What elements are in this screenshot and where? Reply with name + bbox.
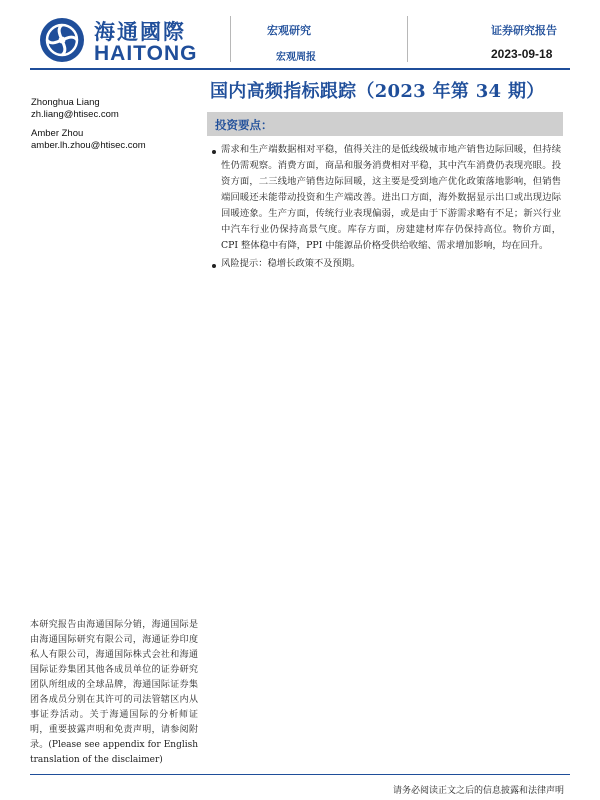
- company-logo: [38, 16, 198, 64]
- key-points-heading: 投资要点：: [215, 118, 273, 132]
- footer-notice: 请务必阅读正文之后的信息披露和法律声明: [392, 786, 564, 796]
- footer-rule: [30, 774, 570, 775]
- report-category: 宏观研究: [267, 24, 311, 37]
- haitong-logo-icon: [38, 16, 86, 64]
- author-name: Zhonghua Liang: [31, 97, 100, 108]
- risk-warning: 风险提示：稳增长政策不及预期。: [221, 258, 361, 269]
- author-email[interactable]: amber.lh.zhou@htisec.com: [31, 140, 146, 151]
- header-divider: [407, 16, 408, 62]
- logo-chinese-text: 海通國際: [94, 19, 186, 44]
- disclaimer-text: 本研究报告由海通国际分销，海通国际是由海通国际研究有限公司，海通证券印度私人有限公司，海通国际株式会社和海通国际证券集团其他各成员单位的证券研究团队所组成的全球品牌，海通国际证券集团各成员分别在其许可的司法管辖区内从事证券活动。关于海通国际的分析师证明，重要披露声明和免责声明，请参阅附录。(Please see appendix for English translation of the disclaimer): [30, 620, 198, 765]
- key-point-paragraph: 需求和生产端数据相对平稳，值得关注的是低线级城市地产销售边际回暖，但持续性仍需观察。消费方面，商品和服务消费相对平稳，其中汽车消费仍表现亮眼。投资方面，二三线地产销售边际回暖，这主要是受到地产优化政策落地影响，但销售端回暖还未能带动投资和生产端改善。进出口方面，海外数据显示出口或出现边际回暖迹象。生产方面，传统行业表现偏弱，或是由于下游需求略有不足；新兴行业中汽车行业仍保持高景气度。库存方面，房建建材库存仍保持高位。物价方面，CPI 整体稳中有降，PPI 中能源品价格受供给收缩、需求增加影响，均在回升。: [221, 144, 561, 251]
- author-email[interactable]: zh.liang@htisec.com: [31, 109, 119, 120]
- key-points-header: [207, 112, 563, 136]
- bullet-dot-icon: [212, 264, 216, 268]
- bullet-dot-icon: [212, 150, 216, 154]
- header-divider: [230, 16, 231, 62]
- report-date: 2023-09-18: [491, 47, 553, 61]
- report-subcategory: 宏观周报: [276, 52, 316, 63]
- header-rule: [30, 68, 570, 70]
- report-type: 证券研究报告: [491, 24, 557, 37]
- page-title: 国内高频指标跟踪（2023 年第 34 期）: [210, 81, 545, 102]
- logo-english-text: HAITONG: [94, 42, 198, 65]
- author-name: Amber Zhou: [31, 128, 84, 139]
